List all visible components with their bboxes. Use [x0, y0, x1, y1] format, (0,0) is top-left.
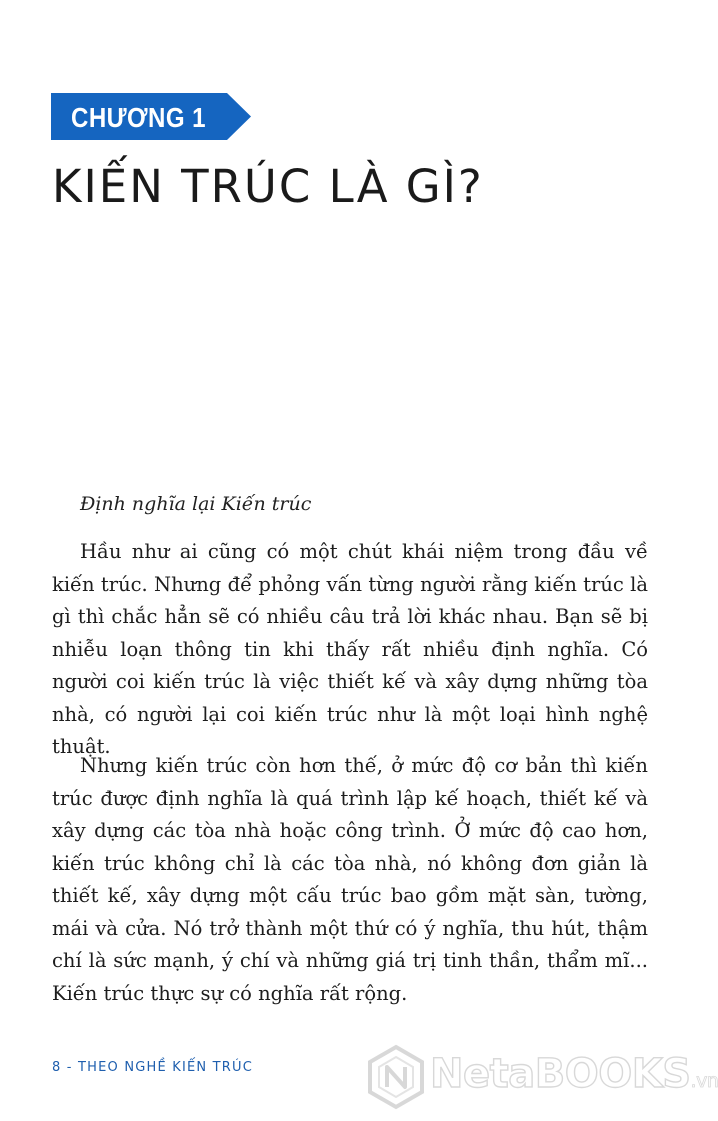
section-heading: Định nghĩa lại Kiến trúc	[80, 493, 312, 515]
chapter-label: CHƯƠNG 1	[71, 102, 206, 133]
netabooks-logo-icon	[364, 1045, 428, 1109]
watermark-brand: NetaBOOKS	[430, 1051, 691, 1097]
body-paragraph-1: Hầu như ai cũng có một chút khái niệm trong đầu về kiến trúc. Nhưng để phỏng vấn từng người rằng kiến trúc là gì thì chắc hẳn sẽ có nhiều câu trả lời khác nhau. Bạn sẽ bị nhiễu loạn thông tin khi thấy rất nhiều định nghĩa. Có người coi kiến trúc là việc thiết kế và xây dựng những tòa nhà, có người lại coi kiến trúc như là một loại hình nghệ thuật.	[52, 540, 648, 758]
watermark-text	[430, 1051, 718, 1097]
chapter-tab	[51, 93, 251, 140]
watermark-suffix: .vn	[690, 1070, 718, 1092]
page-footer: 8 - THEO NGHỀ KIẾN TRÚC	[52, 1060, 254, 1075]
body-paragraph-2: Nhưng kiến trúc còn hơn thế, ở mức độ cơ bản thì kiến trúc được định nghĩa là quá trình lập kế hoạch, thiết kế và xây dựng các tòa nhà hoặc công trình. Ở mức độ cao hơn, kiến trúc không chỉ là các tòa nhà, nó không đơn giản là thiết kế, xây dựng một cấu trúc bao gồm mặt sàn, tường, mái và cửa. Nó trở thành một thứ có ý nghĩa, thu hút, thậm chí là sức mạnh, ý chí và những giá trị tinh thần, thẩm mĩ... Kiến trúc thực sự có nghĩa rất rộng.	[52, 754, 648, 1005]
chapter-title: KIẾN TRÚC LÀ GÌ?	[52, 160, 484, 213]
watermark	[364, 1045, 718, 1109]
